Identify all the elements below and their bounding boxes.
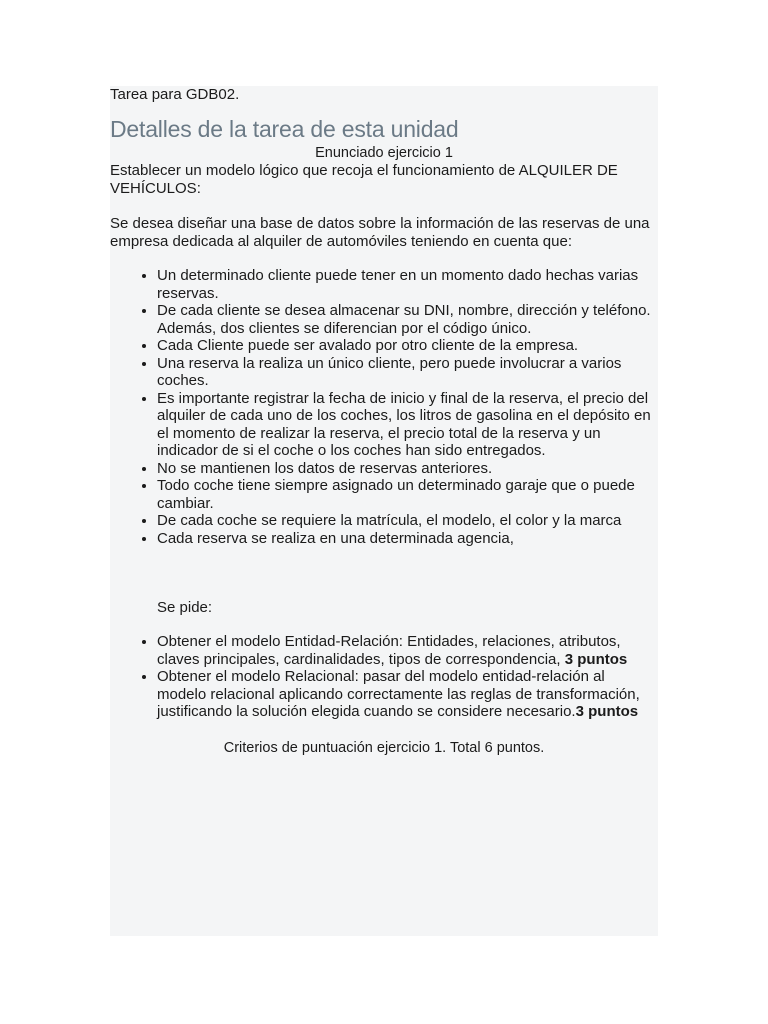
requirement-item: • Cada reserva se realiza en una determinada agencia, (157, 530, 658, 548)
intro-paragraph-2: Se desea diseñar una base de datos sobre la información de las reservas de una empresa dedicada al alquiler de automóviles teniendo en cuenta que: (110, 215, 650, 250)
task-points: 3 puntos (575, 703, 639, 720)
task-item (157, 668, 658, 721)
requirements-list (110, 267, 658, 547)
task-text: Obtener el modelo Relacional: pasar del modelo entidad-relación al modelo relacional aplicando correctamente las reglas de transformación, justificando la solución elegida cuando se considere necesario. (157, 668, 640, 720)
requirement-item: • De cada cliente se desea almacenar su DNI, nombre, dirección y teléfono. Además, dos clientes se diferencian por el código único. (157, 302, 658, 337)
requirement-item: • Una reserva la realiza un único cliente, pero puede involucrar a varios coches. (157, 355, 658, 390)
task-text: Obtener el modelo Entidad-Relación: Entidades, relaciones, atributos, claves principales, cardinalidades, tipos de correspondencia, (157, 633, 621, 668)
requirement-item: • No se mantienen los datos de reservas anteriores. (157, 460, 658, 478)
requirement-item: • De cada coche se requiere la matrícula, el modelo, el color y la marca (157, 512, 658, 530)
intro-paragraph-1: Establecer un modelo lógico que recoja el funcionamiento de ALQUILER DE VEHÍCULOS: (110, 162, 618, 197)
task-item (157, 633, 658, 668)
section-heading: Detalles de la tarea de esta unidad (110, 116, 459, 142)
document-content (110, 86, 658, 757)
document-title: Tarea para GDB02. (110, 86, 240, 103)
scoring-criteria: Criterios de puntuación ejercicio 1. Total 6 puntos. (223, 739, 545, 756)
requirement-item: • Es importante registrar la fecha de inicio y final de la reserva, el precio del alquiler de cada uno de los coches, los litros de gasolina en el depósito en el momento de realizar la reserva, el precio total de la reserva y un indicador de si el coche o los coches han sido entregados. (157, 390, 658, 460)
task-points: 3 puntos (564, 650, 628, 668)
requirement-item: • Un determinado cliente puede tener en un momento dado hechas varias reservas. (157, 267, 658, 302)
se-pide-label: Se pide: (157, 599, 213, 616)
tasks-list (110, 633, 658, 721)
requirement-item: • Todo coche tiene siempre asignado un determinado garaje que o puede cambiar. (157, 477, 658, 512)
requirement-item: • Cada Cliente puede ser avalado por otro cliente de la empresa. (157, 337, 658, 355)
exercise-subheading: Enunciado ejercicio 1 (315, 145, 453, 161)
